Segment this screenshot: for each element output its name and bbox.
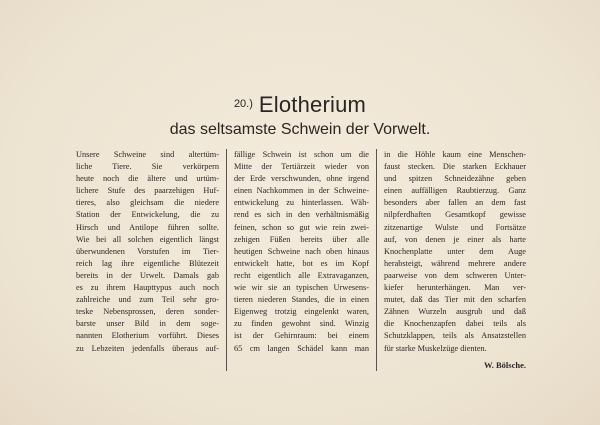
text-line: herabsteigt, während mehrere andere bbox=[384, 258, 526, 268]
text-line: heutigen Schweine nach oben hinaus bbox=[234, 246, 369, 256]
text-line: wie wir sie an typischen Urwesens- bbox=[234, 283, 369, 293]
article-subtitle: das seltsamste Schwein der Vorwelt. bbox=[169, 121, 431, 138]
text-line: barste unser Bild in dem soge- bbox=[76, 319, 219, 329]
text-line: tieres, also gleichsam die niedere bbox=[76, 198, 219, 208]
article-heading bbox=[0, 92, 600, 118]
text-line: in die Höhle kaum eine Menschen- bbox=[384, 150, 526, 159]
text-line: ist der Gehirnraum: bei einem bbox=[234, 331, 369, 341]
text-line: nilpferdhaften Gesamtkopf gewisse bbox=[384, 210, 526, 220]
text-line: Zähnen Wurzeln ausgrub und daß bbox=[384, 307, 526, 317]
text-line: Unsere Schweine sind altertüm- bbox=[76, 150, 219, 159]
text-line: Hirsch und Antilope führen sollte. bbox=[76, 222, 219, 232]
text-line: Schutzklappen, teils als Ansatzstellen bbox=[384, 331, 526, 341]
text-line: liche Tiere. Sie verkörpern bbox=[76, 162, 219, 172]
text-line: feinen, schon so gut wie rein zwei- bbox=[234, 222, 369, 232]
text-line: Eigenweg trotzig eingelenkt waren, bbox=[234, 307, 369, 317]
author-signature: W. Bölsche. bbox=[484, 359, 526, 370]
text-line: mutet, daß das Tier mit den scharfen bbox=[384, 295, 526, 305]
text-line: nannten Elotherium vorführt. Dieses bbox=[76, 331, 219, 341]
text-line: einen Nachkommen in der Schweine- bbox=[234, 186, 369, 196]
text-line: teske Nebensprossen, deren sonder- bbox=[76, 307, 219, 317]
article-title: Elotherium bbox=[258, 92, 367, 117]
text-column-1 bbox=[76, 149, 226, 371]
text-line: der Erde verschwunden, ohne irgend bbox=[234, 174, 369, 184]
text-column-2 bbox=[226, 149, 376, 371]
text-line: Mitte der Tertiärzeit wieder von bbox=[234, 162, 369, 172]
text-column-3 bbox=[376, 149, 526, 371]
text-line: rend es sich in den verhältnismäßig bbox=[234, 210, 369, 220]
text-line: zu Lebzeiten jedenfalls überaus auf- bbox=[76, 343, 219, 353]
article-number: 20.) bbox=[233, 98, 253, 110]
text-line: bereits in der Urwelt. Damals gab bbox=[76, 270, 219, 280]
text-line: entwickelt hatte, bot es im Kopf bbox=[234, 258, 369, 268]
text-line: tieren niederen Standes, die in einen bbox=[234, 295, 369, 305]
text-line: entwickelung zu hinterlassen. Wäh- bbox=[234, 198, 369, 208]
text-line: lichere Stufe des paarzehigen Huf- bbox=[76, 186, 219, 196]
text-line: heute noch die ältere und urtüm- bbox=[76, 174, 219, 184]
text-columns bbox=[76, 149, 526, 371]
text-line: reich lag ihre eigentliche Blütezeit bbox=[76, 258, 219, 268]
text-line: Wie bei all solchen eigentlich längst bbox=[76, 234, 219, 244]
text-line: die Knochenzapfen dabei teils als bbox=[384, 319, 526, 329]
text-line: überwundenen Vorstufen im Tier- bbox=[76, 246, 219, 256]
text-line: es zu ihrem Haupttypus auch noch bbox=[76, 283, 219, 293]
text-line: faust stecken. Die starken Eckhauer bbox=[384, 162, 526, 172]
text-line: zehigen Füßen bereits über alle bbox=[234, 234, 369, 244]
text-line: auf, von denen je einer als harte bbox=[384, 234, 526, 244]
text-line: für starke Muskelzüge dienten. bbox=[384, 343, 487, 353]
text-line: zitzenartige Wulste und Fortsätze bbox=[384, 222, 526, 232]
text-line: kiefer herunterhängen. Man ver- bbox=[384, 283, 526, 293]
text-line: 65 cm langen Schädel kann man bbox=[234, 343, 369, 353]
text-line: zahlreiche und zum Teil sehr gro- bbox=[76, 295, 219, 305]
text-line: besonders aber fallen an dem fast bbox=[384, 198, 526, 208]
text-line: Station der Entwickelung, die zu bbox=[76, 210, 219, 220]
text-line: zu finden gewohnt sind. Winzig bbox=[234, 319, 369, 329]
text-line: fällige Schwein ist schon um die bbox=[234, 150, 369, 159]
text-line: und spitzen Schneidezähne geben bbox=[384, 174, 526, 184]
text-line: recht eigentlich alle Extravaganzen, bbox=[234, 270, 369, 280]
text-line: paarweise von dem schweren Unter- bbox=[384, 270, 526, 280]
text-line: Knochenplatte unter dem Auge bbox=[384, 246, 526, 256]
text-line: einen auffälligen Raubtierzug. Ganz bbox=[384, 186, 526, 196]
